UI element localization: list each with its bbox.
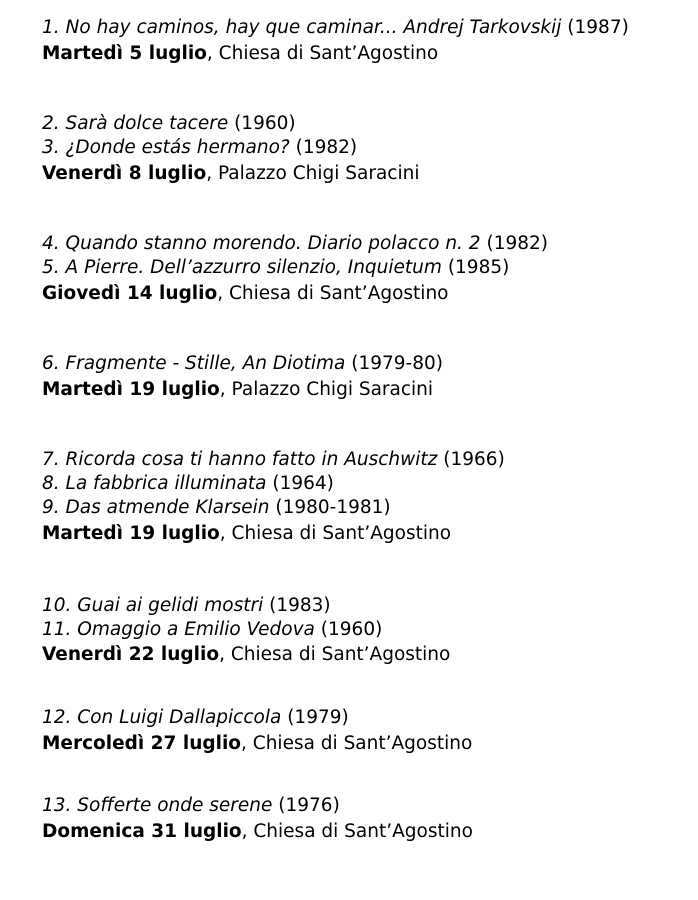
event-2 bbox=[42, 112, 698, 188]
date-venue-line: Mercoledì 27 luglio, Chiesa di Sant’Agostino bbox=[42, 733, 473, 754]
work-line bbox=[42, 112, 698, 136]
date-venue-line: Domenica 31 luglio, Chiesa di Sant’Agostino bbox=[42, 821, 473, 842]
work-year: (1982) bbox=[295, 137, 358, 158]
work-line bbox=[42, 352, 698, 376]
event-venue: Chiesa di Sant’Agostino bbox=[218, 43, 439, 64]
work-title: 1. No hay caminos, hay que caminar... Andrej Tarkovskij bbox=[42, 17, 562, 38]
work-title: 6. Fragmente - Stille, An Diotima bbox=[42, 353, 346, 374]
date-venue-line: Martedì 19 luglio, Palazzo Chigi Saracini bbox=[42, 379, 434, 400]
event-date: Martedì 5 luglio bbox=[42, 43, 207, 64]
work-year: (1979-80) bbox=[351, 353, 443, 374]
work-line bbox=[42, 794, 698, 818]
work-year: (1980-1981) bbox=[275, 497, 391, 518]
work-line bbox=[42, 472, 698, 496]
work-year: (1976) bbox=[278, 795, 340, 816]
work-line bbox=[42, 594, 698, 618]
work-title: 2. Sarà dolce tacere bbox=[42, 113, 229, 134]
work-line bbox=[42, 496, 698, 520]
work-year: (1960) bbox=[320, 619, 383, 640]
event-date: Martedì 19 luglio bbox=[42, 379, 220, 400]
event-venue: Chiesa di Sant’Agostino bbox=[228, 283, 449, 304]
date-venue-line: Martedì 19 luglio, Chiesa di Sant’Agostino bbox=[42, 523, 452, 544]
event-3 bbox=[42, 232, 698, 308]
event-venue: Chiesa di Sant’Agostino bbox=[231, 523, 452, 544]
work-year: (1966) bbox=[443, 449, 505, 470]
date-venue-line: Venerdì 8 luglio, Palazzo Chigi Saracini bbox=[42, 163, 420, 184]
event-1 bbox=[42, 16, 698, 68]
event-venue: Palazzo Chigi Saracini bbox=[217, 163, 420, 184]
work-title: 4. Quando stanno morendo. Diario polacco n. 2 bbox=[42, 233, 481, 254]
event-date: Venerdì 22 luglio bbox=[42, 644, 220, 665]
event-venue: Chiesa di Sant’Agostino bbox=[253, 821, 473, 842]
event-date: Domenica 31 luglio bbox=[42, 821, 242, 842]
work-line bbox=[42, 618, 698, 642]
work-year: (1979) bbox=[287, 707, 349, 728]
work-title: 9. Das atmende Klarsein bbox=[42, 497, 270, 518]
work-title: 11. Omaggio a Emilio Vedova bbox=[42, 619, 315, 640]
event-venue: Chiesa di Sant’Agostino bbox=[230, 644, 451, 665]
date-venue-line: Venerdì 22 luglio, Chiesa di Sant’Agostino bbox=[42, 644, 451, 665]
work-title: 7. Ricorda cosa ti hanno fatto in Auschwitz bbox=[42, 449, 438, 470]
event-6 bbox=[42, 594, 698, 668]
event-5 bbox=[42, 448, 698, 548]
work-year: (1982) bbox=[486, 233, 549, 254]
work-year: (1987) bbox=[567, 17, 629, 38]
work-title: 3. ¿Donde estás hermano? bbox=[42, 137, 290, 158]
event-venue: Chiesa di Sant’Agostino bbox=[252, 733, 473, 754]
work-line bbox=[42, 256, 698, 280]
work-title: 10. Guai ai gelidi mostri bbox=[42, 595, 264, 616]
work-title: 5. A Pierre. Dell’azzurro silenzio, Inquietum bbox=[42, 257, 442, 278]
event-7 bbox=[42, 706, 698, 758]
event-date: Giovedì 14 luglio bbox=[42, 283, 218, 304]
event-date: Martedì 19 luglio bbox=[42, 523, 220, 544]
work-title: 12. Con Luigi Dallapiccola bbox=[42, 707, 282, 728]
date-venue-line: Giovedì 14 luglio, Chiesa di Sant’Agostino bbox=[42, 283, 449, 304]
work-year: (1983) bbox=[269, 595, 331, 616]
work-line bbox=[42, 448, 698, 472]
work-year: (1985) bbox=[447, 257, 510, 278]
event-venue: Palazzo Chigi Saracini bbox=[231, 379, 434, 400]
work-line bbox=[42, 232, 698, 256]
work-year: (1964) bbox=[272, 473, 334, 494]
event-8 bbox=[42, 794, 698, 846]
work-line bbox=[42, 16, 698, 40]
work-year: (1960) bbox=[234, 113, 296, 134]
work-title: 8. La fabbrica illuminata bbox=[42, 473, 267, 494]
work-line bbox=[42, 136, 698, 160]
work-line bbox=[42, 706, 698, 730]
work-title: 13. Sofferte onde serene bbox=[42, 795, 273, 816]
event-date: Venerdì 8 luglio bbox=[42, 163, 207, 184]
event-date: Mercoledì 27 luglio bbox=[42, 733, 242, 754]
event-4 bbox=[42, 352, 698, 404]
date-venue-line: Martedì 5 luglio, Chiesa di Sant’Agostino bbox=[42, 43, 439, 64]
